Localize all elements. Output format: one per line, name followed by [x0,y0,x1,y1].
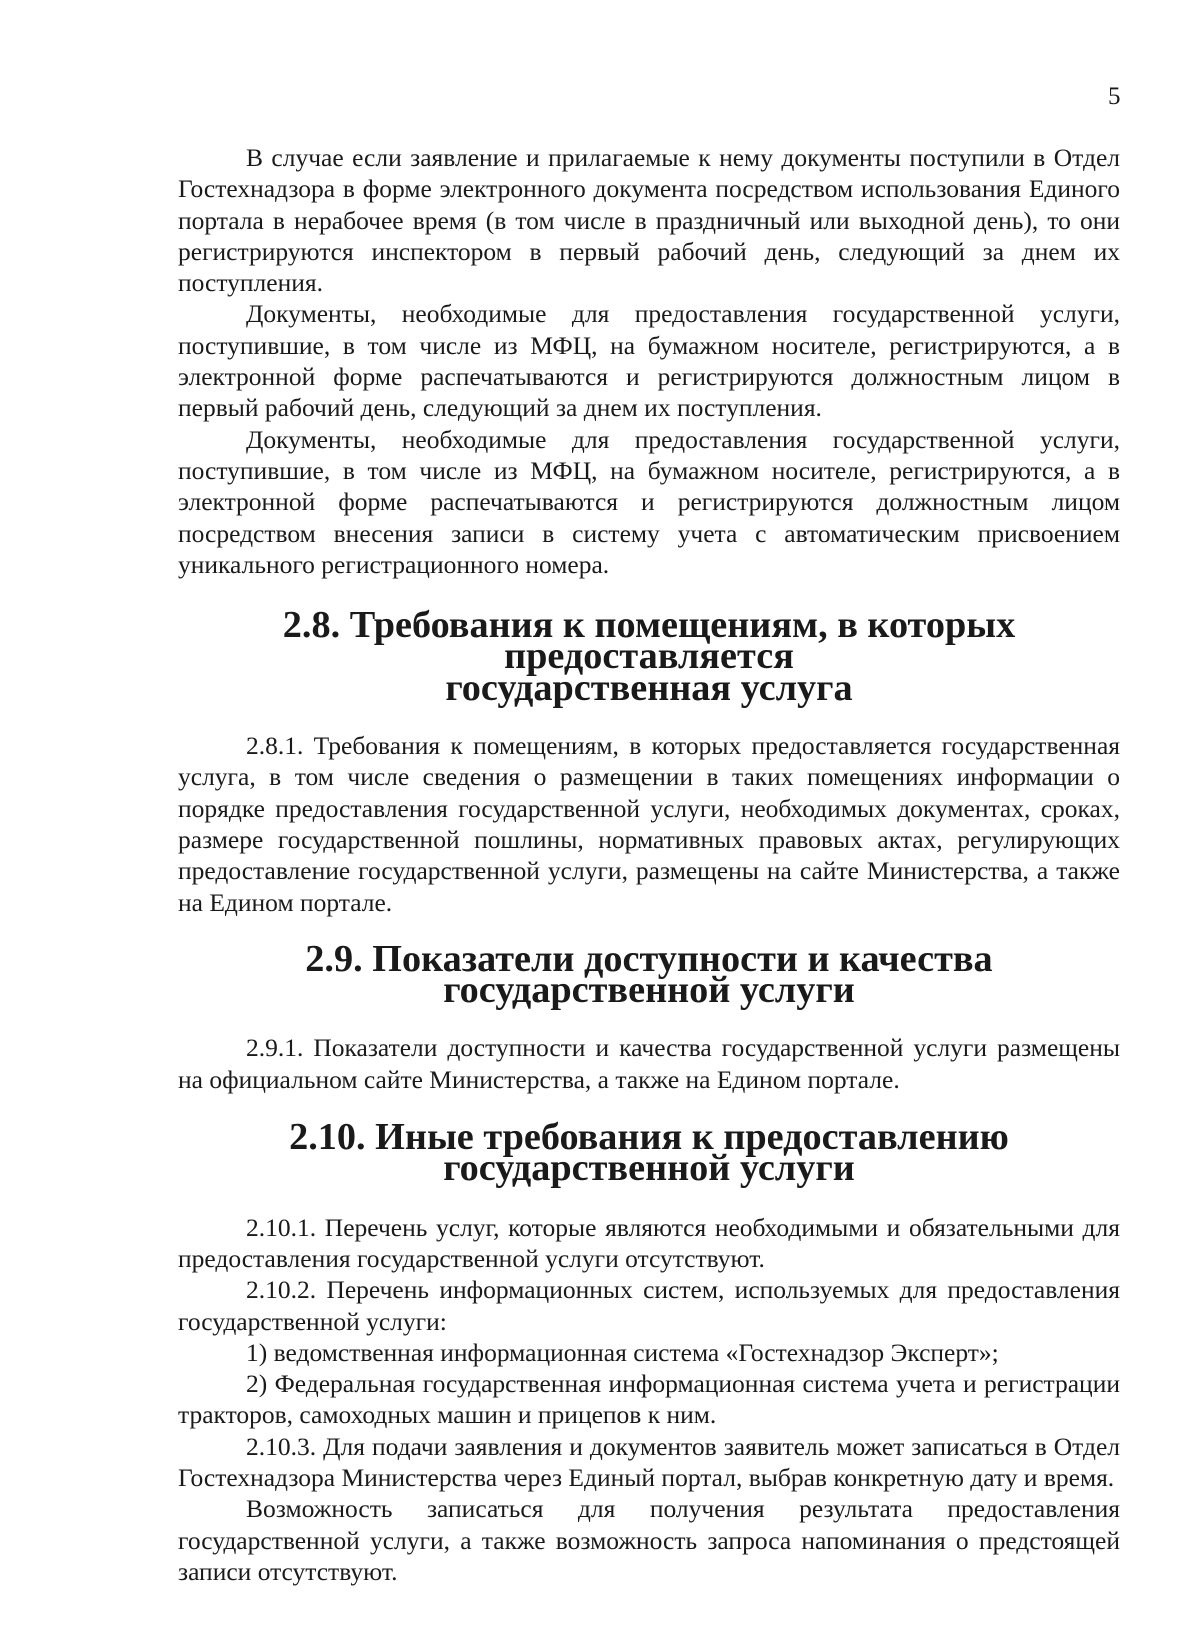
list-item: 2) Федеральная государственная информационная система учета и регистрации тракторов, самоходных машин и прицепов к ним. [178,1369,1120,1430]
paragraph: 2.10.2. Перечень информационных систем, используемых для предоставления государственной услуги: [178,1275,1120,1336]
section-heading-2-9: 2.9. Показатели доступности и качества государственной услуги [305,937,993,1012]
page-number: 5 [1108,83,1121,110]
document-body [178,142,1120,1587]
paragraph: Возможность записаться для получения результата предоставления государственной услуги, а также возможность запроса напоминания о предстоящей записи отсутствуют. [178,1494,1120,1586]
heading-line: 2.8. Требования к помещениям, в которых предоставляется [282,604,1016,678]
paragraph: 2.8.1. Требования к помещениям, в которых предоставляется государственная услуга, в том числе сведения о размещении в таких помещениях информации о порядке предоставления государственной услуги, необходимых документах, сроках, размере государственной пошлины, нормативных правовых актах, регулирующих предоставление государственной услуги, размещены на сайте Министерства, а также на Едином портале. [178,731,1120,917]
section-heading-2-10: 2.10. Иные требования к предоставлению государственной услуги [289,1116,1009,1190]
paragraph: Документы, необходимые для предоставления государственной услуги, поступившие, в том числе из МФЦ, на бумажном носителе, регистрируются, а в электронной форме распечатываются и регистрируются должностным лицом посредством внесения записи в систему учета с автоматическим присвоением уникального регистрационного номера. [178,424,1120,579]
paragraph: Документы, необходимые для предоставления государственной услуги, поступившие, в том числе из МФЦ, на бумажном носителе, регистрируются, а в электронной форме распечатываются и регистрируются должностным лицом в первый рабочий день, следующий за днем их поступления. [178,299,1120,423]
paragraph: 2.10.3. Для подачи заявления и документов заявитель может записаться в Отдел Гостехнадзора Министерства через Единый портал, выбрав конкретную дату и время. [178,1431,1120,1492]
paragraph: В случае если заявление и прилагаемые к нему документы поступили в Отдел Гостехнадзора в форме электронного документа посредством использования Единого портала в нерабочее время (в том числе в праздничный или выходной день), то они регистрируются инспектором в первый рабочий день, следующий за днем их поступления. [178,143,1120,298]
heading-line: государственная услуга [445,666,853,709]
list-item: 1) ведомственная информационная система «Гостехнадзор Эксперт»; [246,1337,999,1367]
paragraph: 2.10.1. Перечень услуг, которые являются необходимыми и обязательными для предоставления государственной услуги отсутствуют. [178,1212,1120,1273]
section-heading-2-8 [178,604,1120,709]
paragraph: 2.9.1. Показатели доступности и качества государственной услуги размещены на официальном сайте Министерства, а также на Едином портале. [178,1033,1120,1094]
